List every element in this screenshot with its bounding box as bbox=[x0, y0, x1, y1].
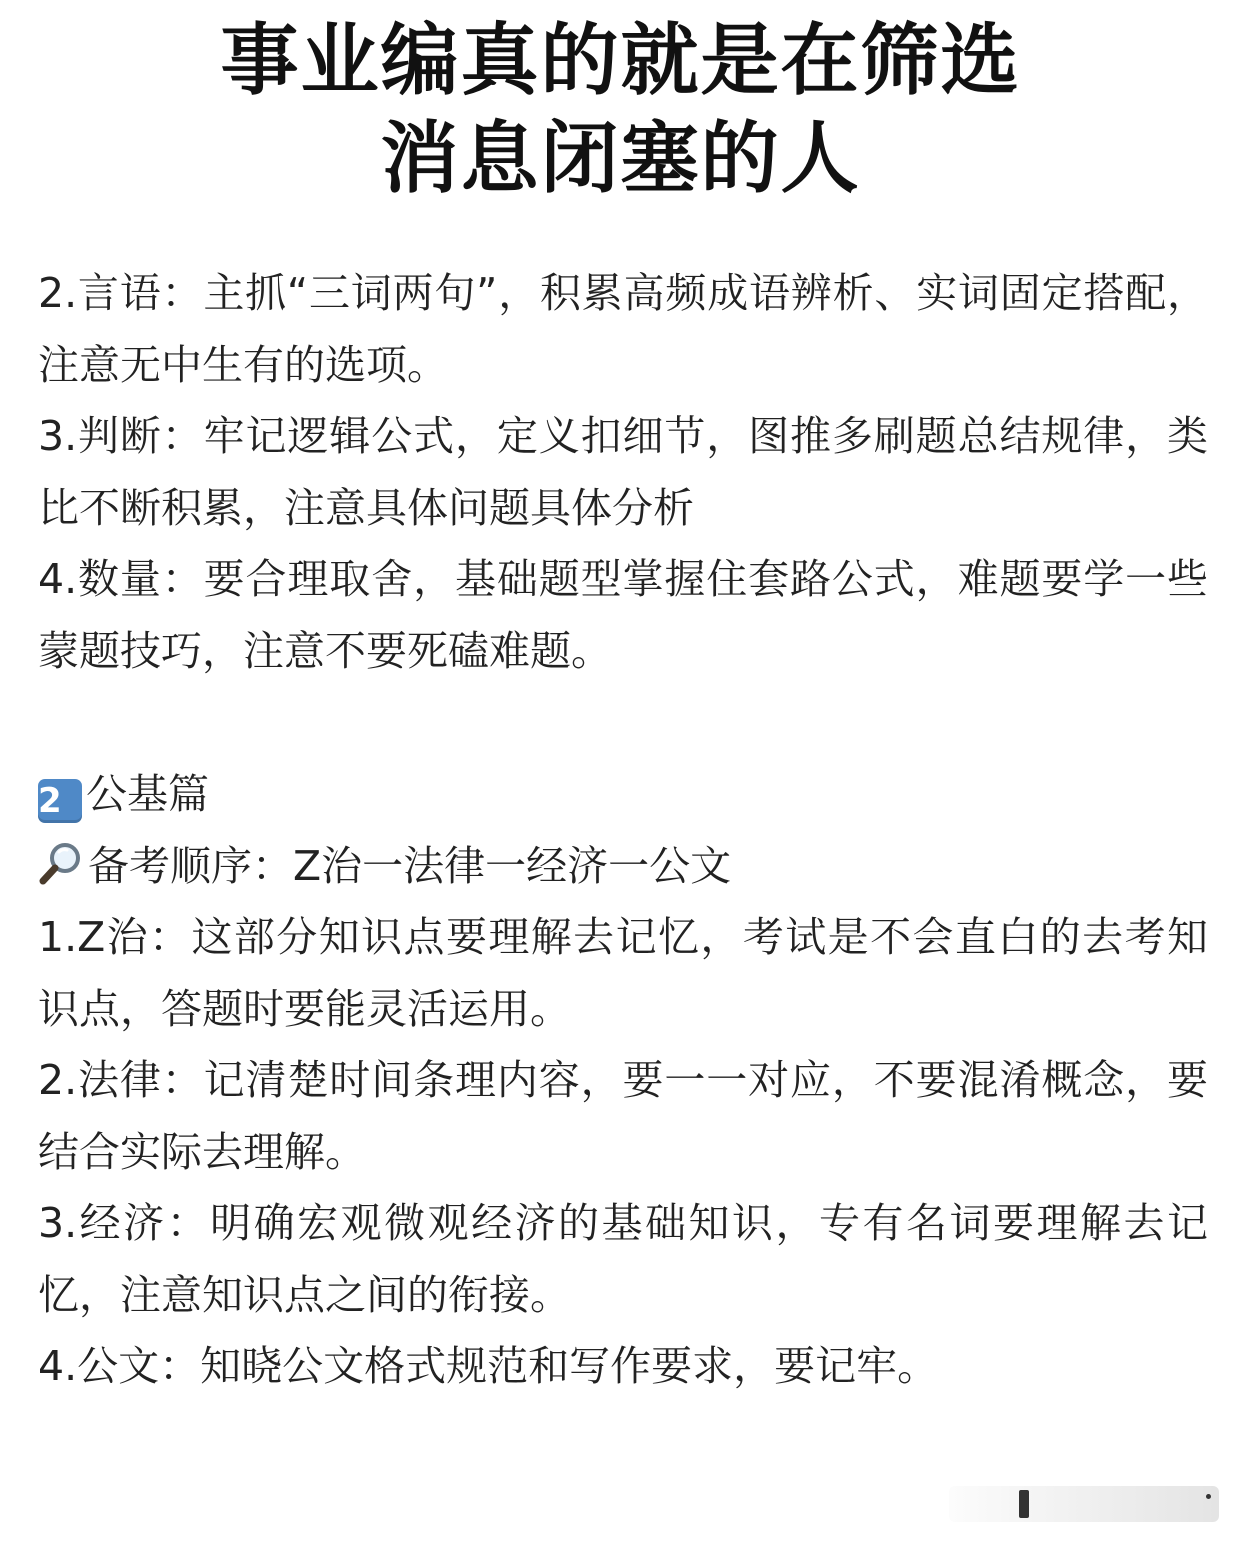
keycap-digit-two-icon: 2 bbox=[38, 779, 82, 823]
section2-item-2: 2.法律：记清楚时间条理内容，要一一对应，不要混淆概念，要结合实际去理解。 bbox=[38, 1056, 1208, 1176]
magnifying-glass-icon bbox=[38, 840, 84, 886]
study-order-text: 备考顺序：Z治一法律一经济一公文 bbox=[88, 841, 732, 890]
page-title bbox=[0, 12, 1241, 208]
section1-item-3: 4.数量：要合理取舍，基础题型掌握住套路公式，难题要学一些蒙题技巧，注意不要死磕难题。 bbox=[38, 555, 1208, 675]
study-order bbox=[38, 831, 1208, 903]
section-spacer bbox=[38, 687, 1208, 759]
title-line-1: 事业编真的就是在筛选 bbox=[220, 16, 1021, 106]
section2-heading-text: 公基篇 bbox=[86, 770, 209, 818]
section2-item-1: 1.Z治：这部分知识点要理解去记忆，考试是不会直白的去考知识点，答题时要能灵活运用。 bbox=[38, 913, 1208, 1033]
section2-item-3: 3.经济：明确宏观微观经济的基础知识，专有名词要理解去记忆，注意知识点之间的衔接。 bbox=[38, 1199, 1208, 1319]
section1-item-2: 3.判断：牢记逻辑公式，定义扣细节，图推多刷题总结规律，类比不断积累，注意具体问题具体分析 bbox=[38, 412, 1208, 532]
section1-item-1: 2.言语：主抓“三词两句”，积累高频成语辨析、实词固定搭配，注意无中生有的选项。 bbox=[38, 269, 1208, 389]
section2-item-4: 4.公文：知晓公文格式规范和写作要求，要记牢。 bbox=[38, 1342, 939, 1390]
watermark-mark bbox=[1019, 1490, 1029, 1518]
watermark bbox=[949, 1486, 1219, 1522]
title-line-2: 消息闭塞的人 bbox=[380, 114, 861, 204]
article-body bbox=[38, 258, 1208, 1403]
watermark-dot bbox=[1206, 1494, 1211, 1499]
section2-heading bbox=[38, 759, 1208, 831]
